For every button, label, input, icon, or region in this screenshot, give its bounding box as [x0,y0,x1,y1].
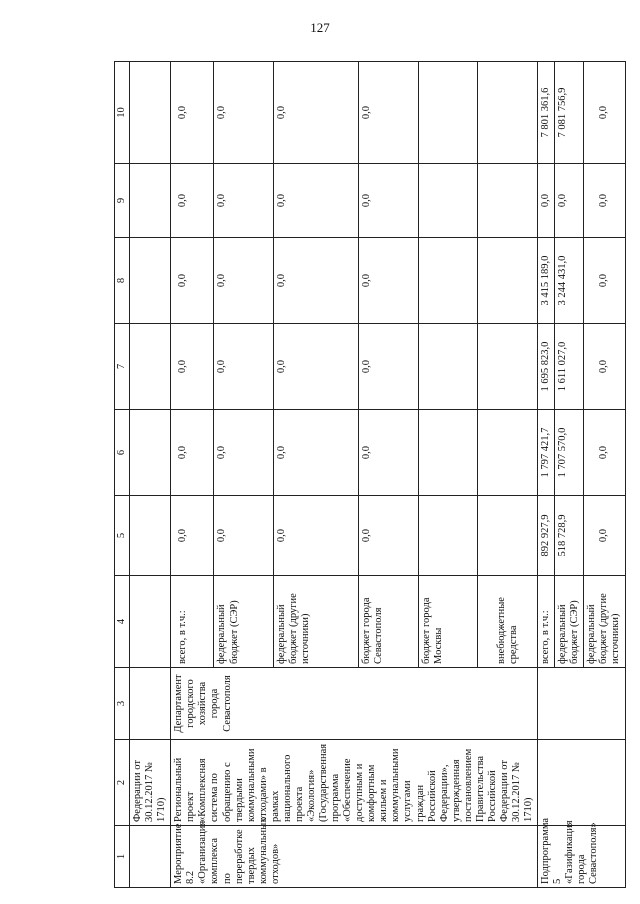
col-header-8: 8 [115,238,130,324]
row-82-project: Региональный проект «Комплексная система по обращению с твердыми коммунальными отходами» в рамках национального проекта «Экология» (Государственная программа «Обеспечение доступным и комфортным жильем и коммунальными услугами граждан Российской Федерации», утвержденная постановлением Правительства Российской Федерации от 30.12.2017 № 1710) [171,740,538,826]
row-p5-v5-0: 892 927,9 [538,496,555,576]
row-p5-v9-1: 0,0 [555,164,584,238]
row-p5-v7-0: 1 695 823,0 [538,324,555,410]
row-p5-label-2: федеральный бюджет (другие источники) [584,576,625,668]
row-82-v8-0: 0,0 [171,238,214,324]
row-p5-col3 [538,668,625,740]
row-82-label-0: всего, в т.ч.: [171,576,214,668]
row-82-v8-2: 0,0 [274,238,359,324]
row-p5-label-1: федеральный бюджет (СЭР) [555,576,584,668]
row-82-label-4: бюджет города Москвы [418,576,478,668]
row-p5-v5-2: 0,0 [584,496,625,576]
row-82-v7-2: 0,0 [274,324,359,410]
row-p5-v8-2: 0,0 [584,238,625,324]
col-header-5: 5 [115,496,130,576]
row-82-label-3: бюджет города Севастополя [358,576,418,668]
row-p5-v9-0: 0,0 [538,164,555,238]
row-p5-v6-2: 0,0 [584,410,625,496]
row-p5-col2 [538,740,625,826]
row-82-v9-2: 0,0 [274,164,359,238]
row-82-v10-2: 0,0 [274,62,359,164]
row-p5-v10-0: 7 801 361,6 [538,62,555,164]
row-82-v8-3: 0,0 [358,238,418,324]
row-82-label-2: федеральный бюджет (другие источники) [274,576,359,668]
page-number: 127 [310,20,330,35]
row-p5-total [538,62,555,888]
col-header-9: 9 [115,164,130,238]
row-82-v6-2: 0,0 [274,410,359,496]
row-82-name: Мероприятие 8.2 «Организация комплекса по переработке твердых коммунальных отходов» [171,826,538,888]
row-82-v7-1: 0,0 [214,324,274,410]
col-header-2: 2 [115,740,130,826]
row-p5-label-0: всего, в т.ч.: [538,576,555,668]
row-82-v10-3: 0,0 [358,62,418,164]
row-82-v5-3: 0,0 [358,496,418,576]
row-82-v9-1: 0,0 [214,164,274,238]
col-header-6: 6 [115,410,130,496]
rotated-table-sheet [114,62,622,888]
row-p5-v6-1: 1 707 570,0 [555,410,584,496]
col-header-1: 1 [115,826,130,888]
row-82-v5-1: 0,0 [214,496,274,576]
row-p5-v10-2: 0,0 [584,62,625,164]
row-p5-v8-1: 3 244 431,0 [555,238,584,324]
row-p5-v6-0: 1 797 421,7 [538,410,555,496]
col-header-4: 4 [115,576,130,668]
row-p5-v10-1: 7 081 756,9 [555,62,584,164]
row-p5-v7-2: 0,0 [584,324,625,410]
row-p5-v7-1: 1 611 027,0 [555,324,584,410]
col-header-3: 3 [115,668,130,740]
row-82-total [171,62,214,888]
row-82-v9-0: 0,0 [171,164,214,238]
column-number-row [115,62,130,888]
row-82-v10-0: 0,0 [171,62,214,164]
row-82-v6-0: 0,0 [171,410,214,496]
row-82-executor: Департамент городского хозяйства города Севастополя [171,668,538,740]
row-82-v8-1: 0,0 [214,238,274,324]
col-header-7: 7 [115,324,130,410]
row-p5-v5-1: 518 728,9 [555,496,584,576]
row-82-label-5: внебюджетные средства [478,576,538,668]
row-82-v5-0: 0,0 [171,496,214,576]
col-header-10: 10 [115,62,130,164]
continuation-row [130,62,171,888]
row-82-v5-2: 0,0 [274,496,359,576]
row-82-label-1: федеральный бюджет (СЭР) [214,576,274,668]
row-82-v6-1: 0,0 [214,410,274,496]
budget-table [114,61,626,888]
row-p5-name: Подпрограмма 5 «Газификация города Севастополя» [538,826,625,888]
row-82-v7-3: 0,0 [358,324,418,410]
row-82-v7-0: 0,0 [171,324,214,410]
row-82-v6-3: 0,0 [358,410,418,496]
row-82-v10-1: 0,0 [214,62,274,164]
row-p5-v9-2: 0,0 [584,164,625,238]
row-82-v9-3: 0,0 [358,164,418,238]
cont-col2: Федерации от 30.12.2017 № 1710) [130,740,171,826]
row-p5-v8-0: 3 415 189,0 [538,238,555,324]
